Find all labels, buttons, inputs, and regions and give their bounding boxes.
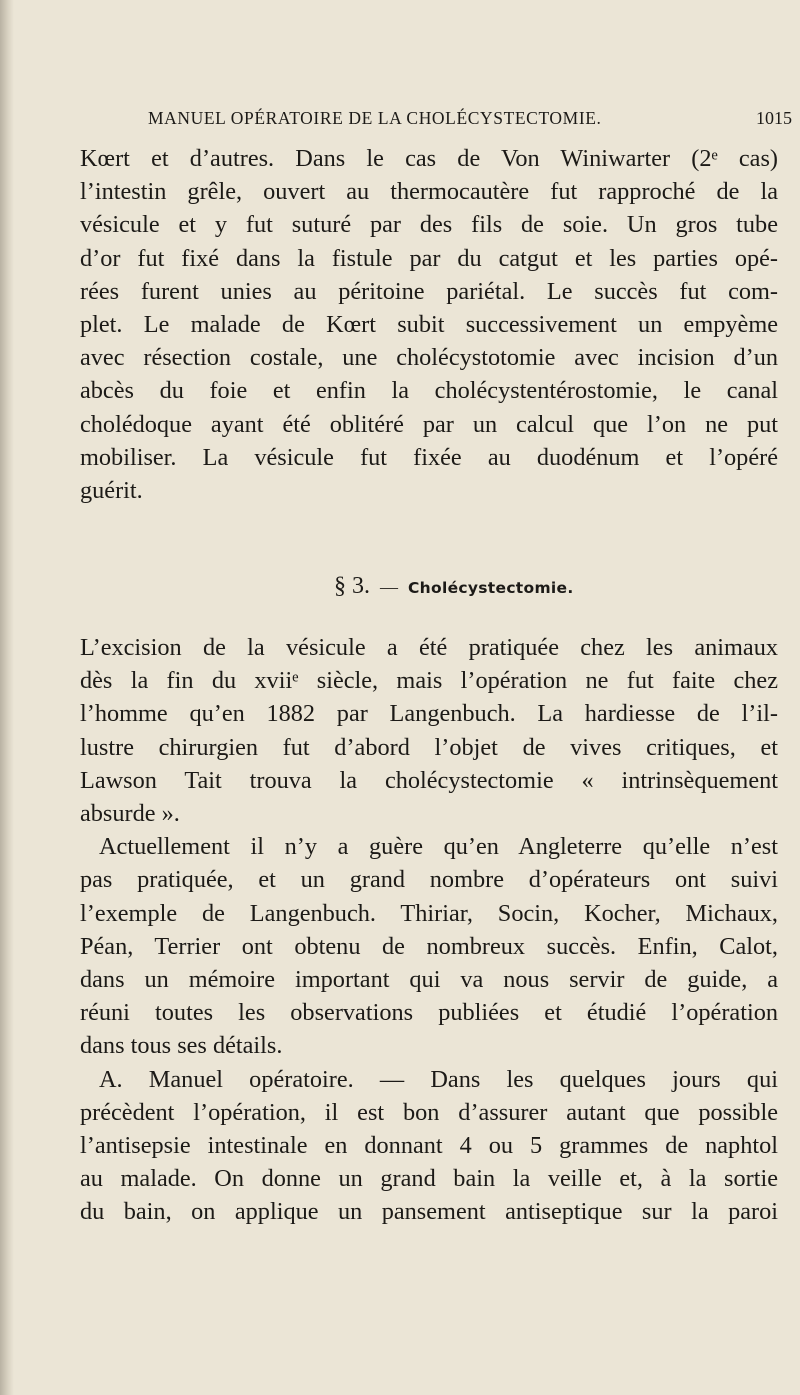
text-line: dans tous ses détails.: [80, 1032, 283, 1060]
paragraph-4: [80, 1063, 778, 1229]
text-line: l’homme qu’en 1882 par Langenbuch. La hardiesse de l’il-: [80, 700, 778, 728]
text-line: l’antisepsie intestinale en donnant 4 ou 5 grammes de naphtol: [80, 1131, 778, 1159]
running-head: [148, 108, 792, 138]
text-line: du bain, on applique un pansement antiseptique sur la paroi: [80, 1198, 778, 1226]
text-line: Lawson Tait trouva la cholécystectomie « intrinsèquement: [80, 766, 778, 794]
text-line: lustre chirurgien fut d’abord l’objet de vives critiques, et: [80, 733, 778, 761]
text-line: précèdent l’opération, il est bon d’assurer autant que possible: [80, 1098, 778, 1126]
text-line: absurde ».: [80, 800, 180, 827]
paragraph-2: [80, 631, 778, 830]
page-edge-shadow: [0, 0, 14, 1395]
text-line: A. Manuel opératoire. — Dans les quelques jours qui: [99, 1065, 778, 1093]
text-line: Kœrt et d’autres. Dans le cas de Von Winiwarter (2ᵉ cas): [80, 145, 778, 172]
text-line: avec résection costale, une cholécystotomie avec incision d’un: [80, 344, 778, 372]
text-line: dans un mémoire important qui va nous servir de guide, a: [80, 965, 778, 993]
text-line: Actuellement il n’y a guère qu’en Angleterre qu’elle n’est: [99, 833, 778, 861]
text-line: dès la fin du xviiᵉ siècle, mais l’opération ne fut faite chez: [80, 667, 778, 695]
spacer: [80, 507, 778, 569]
text-line: abcès du foie et enfin la cholécystentérostomie, le canal: [80, 377, 778, 405]
text-line: plet. Le malade de Kœrt subit successivement un empyème: [80, 310, 778, 338]
running-title: MANUEL OPÉRATOIRE DE LA CHOLÉCYSTECTOMIE.: [148, 108, 602, 128]
text-line: l’exemple de Langenbuch. Thiriar, Socin, Kocher, Michaux,: [80, 899, 778, 927]
text-line: cholédoque ayant été oblitéré par un calcul que l’on ne put: [80, 410, 778, 438]
body-text: [80, 142, 778, 1228]
text-line: réuni toutes les observations publiées et étudié l’opération: [80, 999, 778, 1027]
text-line: Péan, Terrier ont obtenu de nombreux succès. Enfin, Calot,: [80, 932, 778, 960]
text-line: au malade. On donne un grand bain la veille et, à la sortie: [80, 1165, 778, 1193]
text-line: guérit.: [80, 476, 143, 504]
text-line: vésicule et y fut suturé par des fils de soie. Un gros tube: [80, 211, 778, 239]
section-number: § 3.: [334, 573, 370, 600]
text-line: rées furent unies au péritoine pariétal. Le succès fut com-: [80, 277, 778, 305]
paragraph-1: [80, 142, 778, 507]
text-line: l’intestin grêle, ouvert au thermocautère fut rapproché de la: [80, 178, 778, 206]
section-title: Cholécystectomie.: [408, 579, 574, 598]
page-number: 1015: [756, 108, 792, 128]
text-line: d’or fut fixé dans la fistule par du catgut et les parties opé-: [80, 244, 778, 272]
section-dash: —: [380, 577, 398, 598]
text-line: mobiliser. La vésicule fut fixée au duodénum et l’opéré: [80, 443, 778, 471]
text-line: L’excision de la vésicule a été pratiquée chez les animaux: [80, 634, 778, 662]
paragraph-3: [80, 830, 778, 1062]
section-heading: [80, 569, 778, 603]
text-line: pas pratiquée, et un grand nombre d’opérateurs ont suivi: [80, 866, 778, 894]
